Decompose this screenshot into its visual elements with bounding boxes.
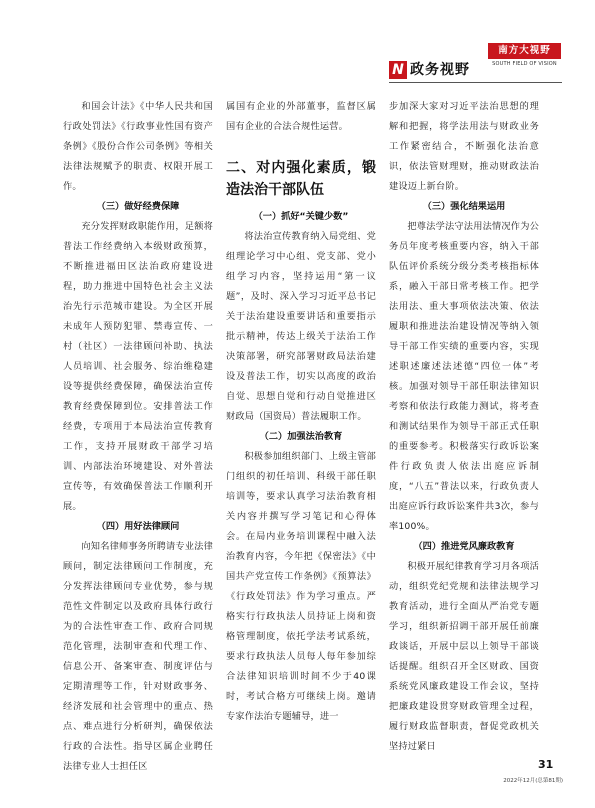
logo-icon: N xyxy=(389,61,407,79)
paragraph: 属国有企业的外部董事，监督区属国有企业的合法合规性运营。 xyxy=(226,101,376,132)
subheading: （一）抓好“关键少数” xyxy=(253,211,349,222)
paragraph: 步加深大家对习近平法治思想的理解和把握，将学法用法与财政业务工作紧密结合，不断强化法治意识，依法管财理财，推动财政法治建设迈上新台阶。 xyxy=(389,101,539,192)
page-header xyxy=(0,40,595,78)
page-number: 31 xyxy=(538,758,554,771)
issue-label: 2022年12月(总第81期) xyxy=(503,778,563,784)
brand-subtitle: SOUTH FIELD OF VISION xyxy=(492,61,557,67)
subheading: （三）做好经费保障 xyxy=(96,201,180,212)
column-2 xyxy=(226,97,376,727)
subheading: （三）强化结果运用 xyxy=(422,201,506,212)
subheading: （二）加强法治教育 xyxy=(259,431,343,442)
subheading: （四）推进党风廉政教育 xyxy=(413,541,515,552)
section-title: 政务视野 xyxy=(410,62,470,78)
column-3 xyxy=(389,97,539,757)
paragraph: 把尊法学法守法用法情况作为公务员年度考核重要内容，纳入干部队伍评价系统分级分类考核指标体系，融入干部日常考核工作。把学法用法、重大事项依法决策、依法履职和推进法治建设情况等纳入领导干部工作实绩的重要内容，实现述职述廉述法述德“四位一体”考核。加强对领导干部任职法律知识考察和依法行政能力测试，将考查和测试结果作为领导干部正式任职的重要参考。积极落实行政诉讼案件行政负责人依法出庭应诉制度，“八五”普法以来，行政负责人出庭应诉行政诉讼案件共3次，参与率100%。 xyxy=(389,221,539,532)
section-heading: 二、对内强化素质，锻造法治干部队伍 xyxy=(226,160,376,198)
header-divider xyxy=(389,82,562,83)
paragraph: 充分发挥财政职能作用，足额将普法工作经费纳入本级财政预算，不断推进福田区法治政府建设进程，助力推进中国特色社会主义法治先行示范城市建设。为全区开展未成年人预防犯罪、禁毒宣传、一村（社区）一法律顾问补助、执法人员培训、社会服务、综治维稳建设等提供经费保障，确保法治宣传教育经费保障到位。安排普法工作经费，专项用于本局法治宣传教育工作，支持开展财政干部学习培训、内部法治环境建设、对外普法宣传等，有效确保普法工作顺利开展。 xyxy=(63,221,213,512)
subheading: （四）用好法律顾问 xyxy=(96,521,180,532)
paragraph: 将法治宣传教育纳入局党组、党组理论学习中心组、党支部、党小组学习内容，坚持运用“第一议题”，及时、深入学习习近平总书记关于法治建设重要讲话和重要指示批示精神，传达上级关于法治工作决策部署，研究部署财政局法治建设及普法工作，切实以高度的政治自觉、思想自觉和行动自觉推进区财政局（国资局）普法履职工作。 xyxy=(226,231,376,422)
column-1 xyxy=(63,97,213,777)
paragraph: 积极参加组织部门、上级主管部门组织的初任培训、科级干部任职培训等，要求认真学习法治教育相关内容并撰写学习笔记和心得体会。在局内业务培训课程中融入法治教育内容，今年把《保密法》《中国共产党宣传工作条例》《预算法》《行政处罚法》作为学习重点。严格实行行政执法人员持证上岗和资格管理制度，依托学法考试系统，要求行政执法人员每人每年参加综合法律知识培训时间不少于40课时，考试合格方可继续上岗。邀请专家作法治专题辅导，进一 xyxy=(226,451,376,722)
paragraph: 积极开展纪律教育学习月各项活动，组织党纪党规和法律法规学习教育活动，进行全面从严治党专题学习，组织新招调干部开展任前廉政谈话，开展中层以上领导干部谈话提醒。组织召开全区财政、国资系统党风廉政建设工作会议，坚持把廉政建设贯穿财政管理全过程，履行财政监督职责，督促党政机关坚持过紧日 xyxy=(389,561,539,752)
paragraph: 向知名律师事务所聘请专业法律顾问，制定法律顾问工作制度，充分发挥法律顾问专业优势，参与规范性文件制定以及政府具体行政行为的合法性审查工作、政府合同规范化管理，法制审查和代理工作、信息公开、备案审查、制度评估与定期清理等工作，针对财政事务、经济发展和社会管理中的重点、热点、难点进行分析研判，确保依法行政的合法性。指导区属企业聘任法律专业人士担任区 xyxy=(63,541,213,772)
brand-name: 南方大视野 xyxy=(488,43,561,59)
paragraph: 和国会计法》《中华人民共和国行政处罚法》《行政事业性国有资产条例》《股份合作公司条例》等相关法律法规赋予的职责、权限开展工作。 xyxy=(63,101,213,192)
